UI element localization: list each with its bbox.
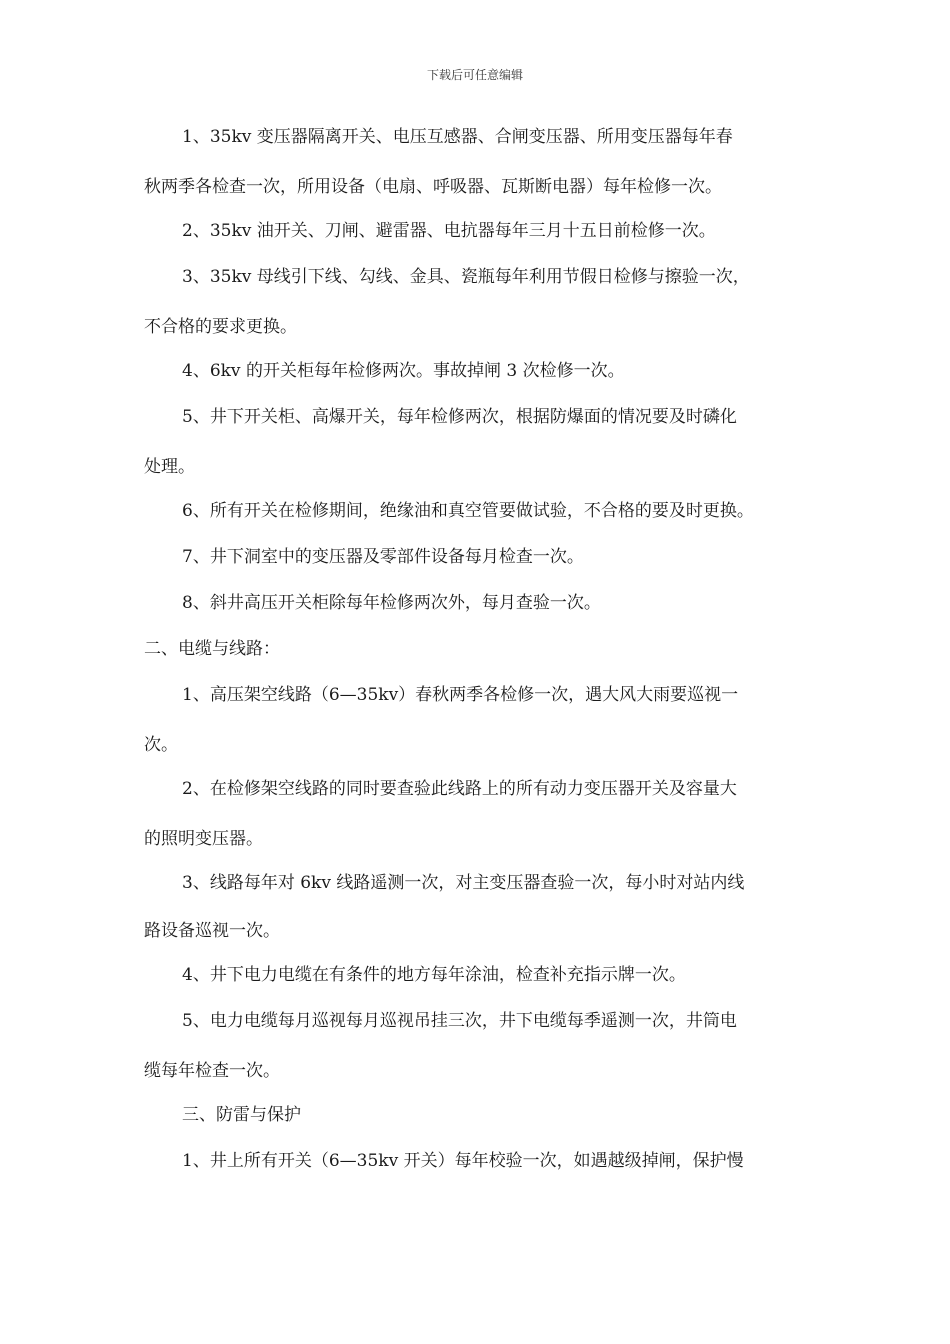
paragraph-line: 4、井下电力电缆在有条件的地方每年涂油，检查补充指示牌一次。 <box>182 965 686 985</box>
page-header: 下载后可任意编辑 <box>426 68 523 82</box>
paragraph-line: 1、高压架空线路（6—35kv）春秋两季各检修一次，遇大风大雨要巡视一 <box>182 685 739 705</box>
paragraph-line: 的照明变压器。 <box>144 829 263 849</box>
paragraph-line: 不合格的要求更换。 <box>144 317 297 337</box>
section-heading: 三、防雷与保护 <box>182 1105 301 1125</box>
paragraph-line: 1、35kv 变压器隔离开关、电压互感器、合闸变压器、所用变压器每年春 <box>182 127 733 147</box>
paragraph-line: 1、井上所有开关（6—35kv 开关）每年校验一次，如遇越级掉闸，保护慢 <box>182 1151 744 1171</box>
paragraph-line: 次。 <box>144 735 178 755</box>
paragraph-line: 处理。 <box>144 457 195 477</box>
paragraph-line: 6、所有开关在检修期间，绝缘油和真空管要做试验，不合格的要及时更换。 <box>182 501 754 521</box>
paragraph-line: 秋两季各检查一次，所用设备（电扇、呼吸器、瓦斯断电器）每年检修一次。 <box>144 177 722 197</box>
paragraph-line: 3、35kv 母线引下线、勾线、金具、瓷瓶每年利用节假日检修与擦验一次， <box>182 267 750 287</box>
paragraph-line: 2、35kv 油开关、刀闸、避雷器、电抗器每年三月十五日前检修一次。 <box>182 221 716 241</box>
paragraph-line: 缆每年检查一次。 <box>144 1061 280 1081</box>
paragraph-line: 3、线路每年对 6kv 线路遥测一次，对主变压器查验一次，每小时对站内线 <box>182 873 745 893</box>
paragraph-line: 8、斜井高压开关柜除每年检修两次外，每月查验一次。 <box>182 593 601 613</box>
paragraph-line: 5、电力电缆每月巡视每月巡视吊挂三次，井下电缆每季遥测一次，井筒电 <box>182 1011 737 1031</box>
section-heading: 二、电缆与线路： <box>144 639 280 659</box>
paragraph-line: 7、井下洞室中的变压器及零部件设备每月检查一次。 <box>182 547 584 567</box>
paragraph-line: 路设备巡视一次。 <box>144 921 280 941</box>
paragraph-line: 5、井下开关柜、高爆开关，每年检修两次，根据防爆面的情况要及时磷化 <box>182 407 737 427</box>
paragraph-line: 4、6kv 的开关柜每年检修两次。事故掉闸 3 次检修一次。 <box>182 361 625 381</box>
paragraph-line: 2、在检修架空线路的同时要查验此线路上的所有动力变压器开关及容量大 <box>182 779 737 799</box>
